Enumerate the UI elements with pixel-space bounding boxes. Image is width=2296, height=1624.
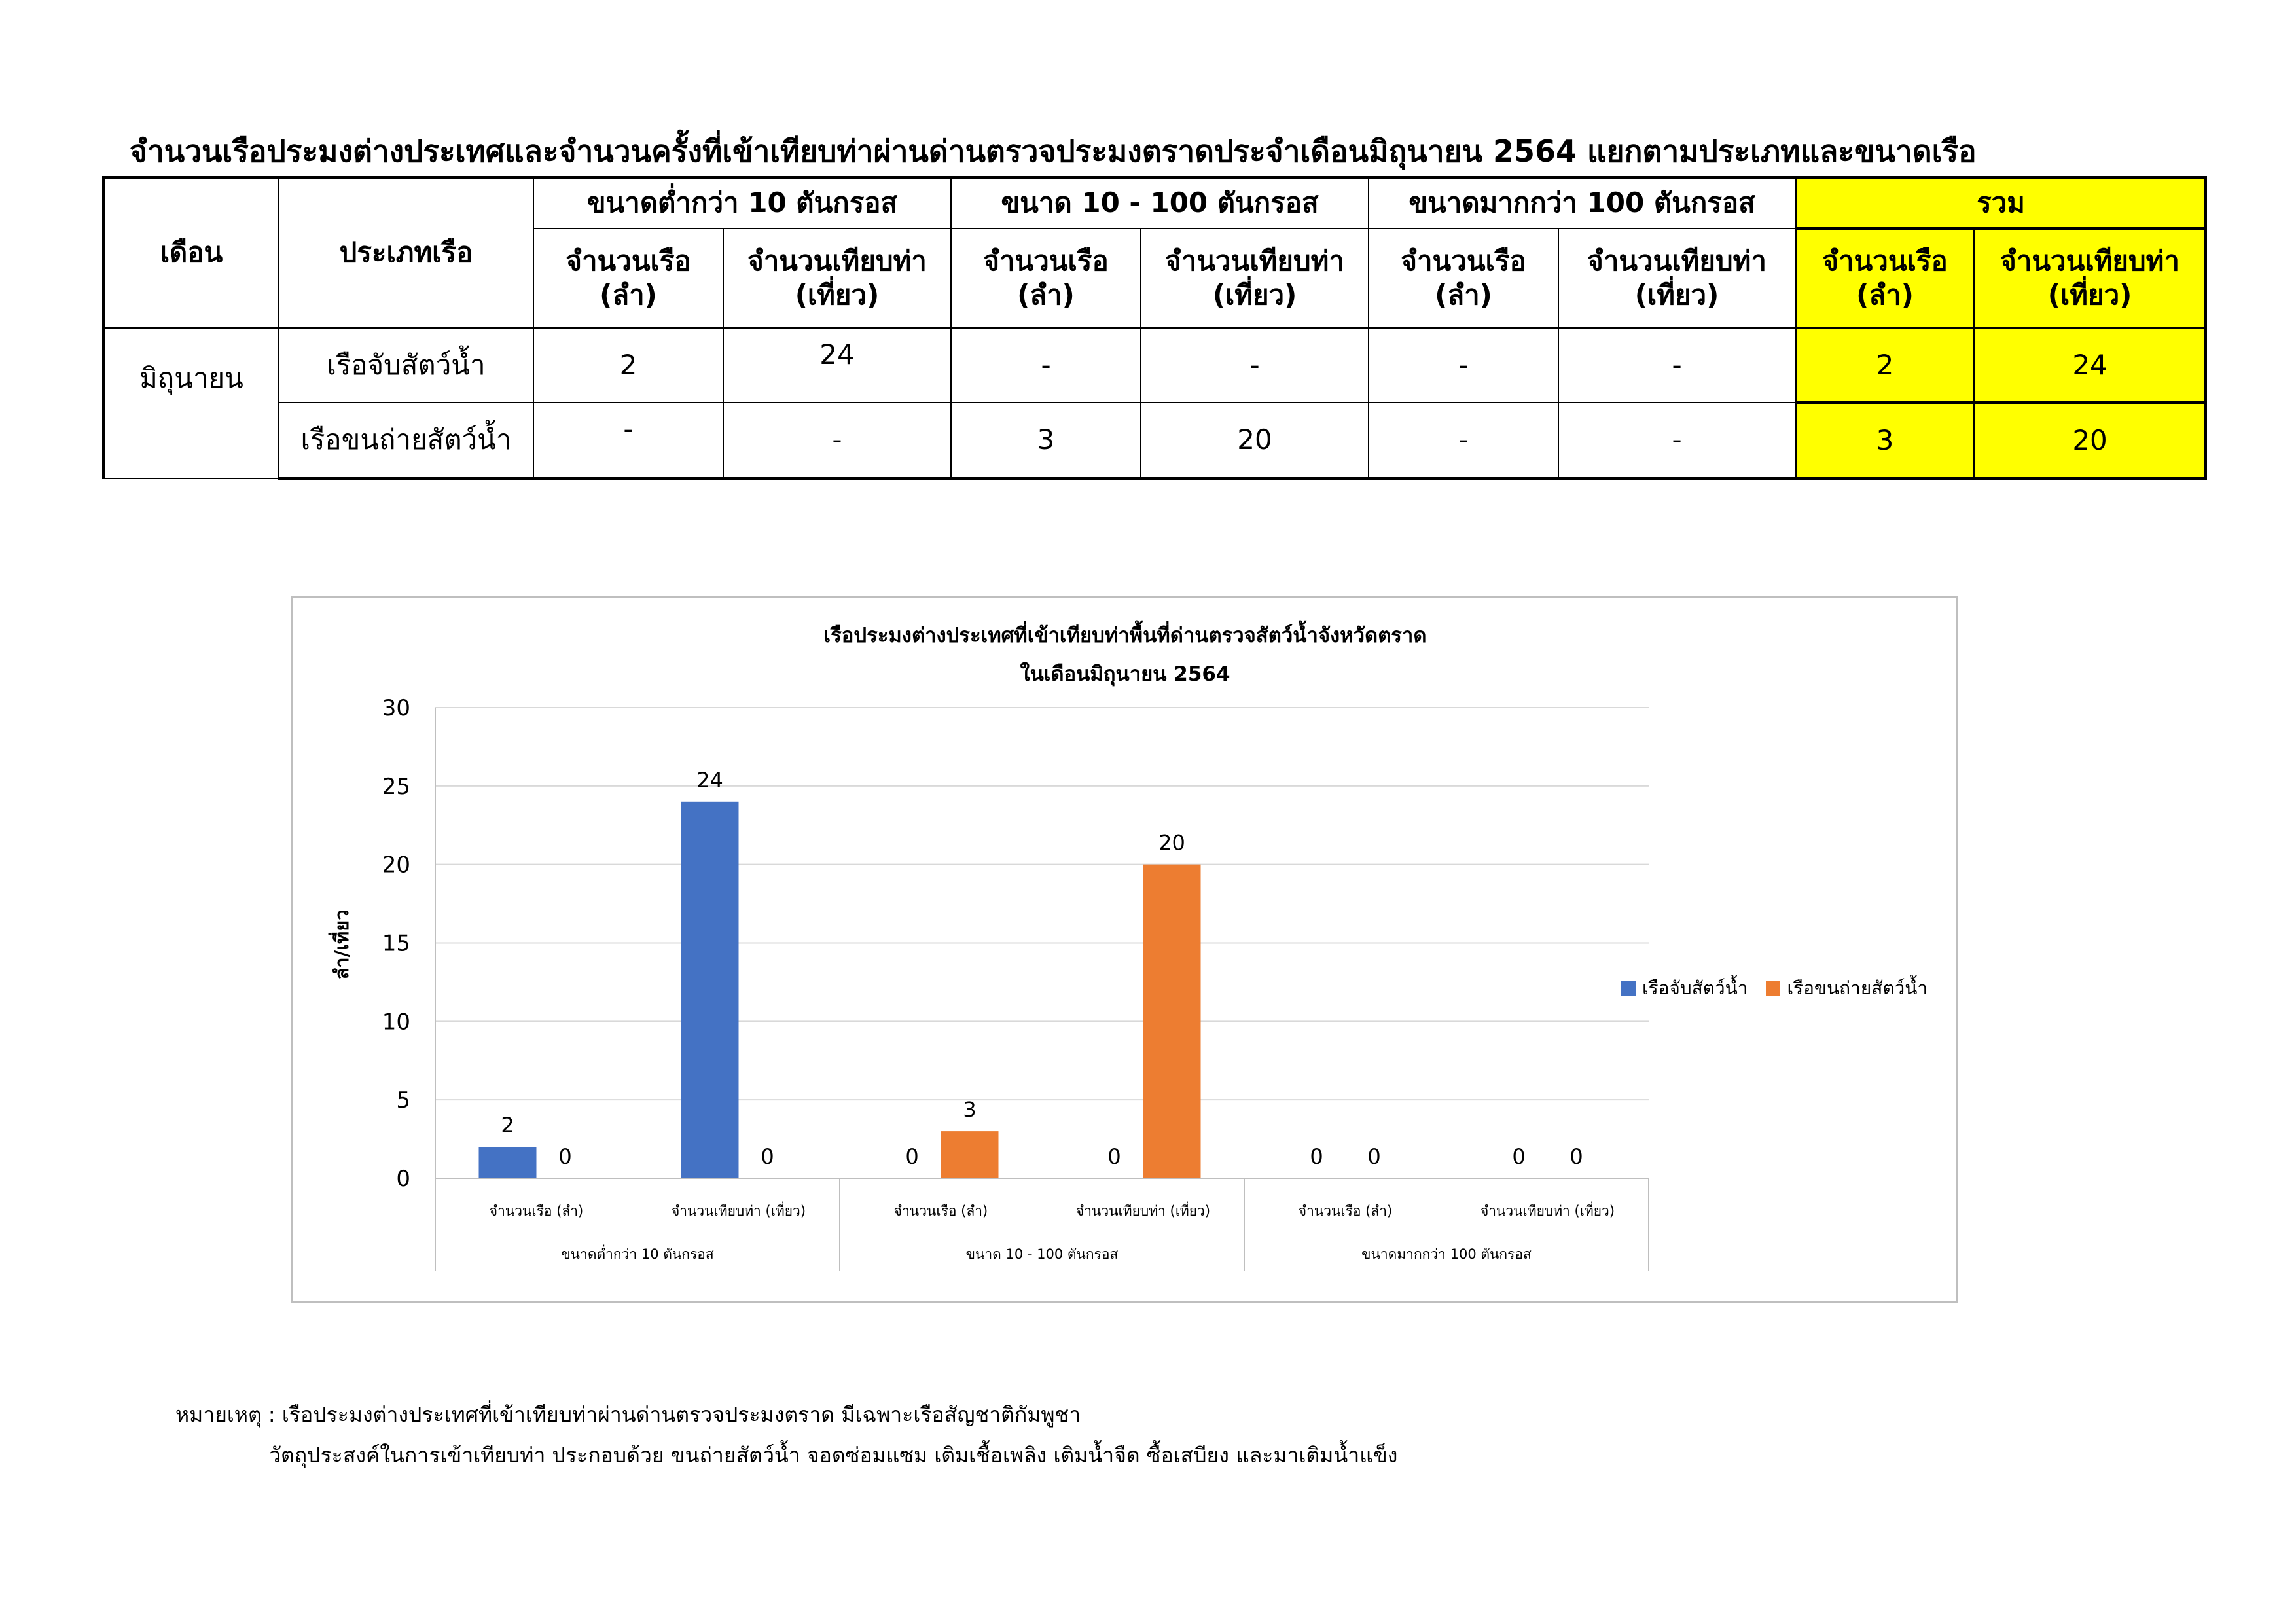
page-title: จำนวนเรือประมงต่างประเทศและจำนวนครั้งที่เข้าเทียบท่าผ่านด่านตรวจประมงตราดประจำเดือนมิถุนายน 2564 แยกตามประเภทและขนาดเรือ <box>130 134 1977 169</box>
data-label: 20 <box>1158 830 1185 856</box>
total-boats-cell: 2 <box>1796 328 1974 403</box>
y-tick-label: 0 <box>396 1166 410 1192</box>
group-label: ขนาดต่ำกว่า 10 ตันกรอส <box>561 1246 714 1262</box>
total-trips-cell: 24 <box>1974 328 2206 403</box>
header-group-total: รวม <box>1796 177 2206 228</box>
x-tick-label: จำนวนเรือ (ลำ) <box>1298 1203 1393 1219</box>
boat-type-cell: เรือจับสัตว์น้ำ <box>279 328 533 403</box>
bar <box>1143 865 1201 1178</box>
group-label: ขนาดมากกว่า 100 ตันกรอส <box>1361 1246 1532 1262</box>
header-boats-medium: จำนวนเรือ (ลำ) <box>951 228 1141 328</box>
legend-label: เรือขนถ่ายสัตว์น้ำ <box>1787 977 1928 999</box>
header-trips-total: จำนวนเทียบท่า (เที่ยว) <box>1974 228 2206 328</box>
data-label: 0 <box>905 1144 919 1169</box>
chart-legend <box>1621 974 1928 1003</box>
bar <box>681 802 739 1178</box>
total-trips-cell: 20 <box>1974 403 2206 478</box>
value-cell: - <box>951 328 1141 403</box>
value-cell: 3 <box>951 403 1141 478</box>
table-row <box>103 328 2206 403</box>
y-tick-label: 15 <box>382 930 410 957</box>
stats-table <box>102 176 2207 480</box>
y-tick-label: 20 <box>382 852 410 878</box>
y-tick-label: 10 <box>382 1009 410 1036</box>
footnote <box>175 1394 1397 1475</box>
x-tick-label: จำนวนเทียบท่า (เที่ยว) <box>1075 1203 1211 1219</box>
header-boats-large: จำนวนเรือ (ลำ) <box>1369 228 1558 328</box>
header-boats-total: จำนวนเรือ (ลำ) <box>1796 228 1974 328</box>
x-tick-label: จำนวนเรือ (ลำ) <box>489 1203 584 1219</box>
value-cell: 20 <box>1141 403 1369 478</box>
y-tick-label: 5 <box>396 1087 410 1114</box>
header-month: เดือน <box>103 177 279 328</box>
header-group-small: ขนาดต่ำกว่า 10 ตันกรอส <box>533 177 951 228</box>
value-cell: - <box>1141 328 1369 403</box>
value-cell: - <box>1558 328 1796 403</box>
legend-item <box>1766 974 1928 1003</box>
header-trips-medium: จำนวนเทียบท่า (เที่ยว) <box>1141 228 1369 328</box>
x-tick-label: จำนวนเรือ (ลำ) <box>893 1203 988 1219</box>
bar <box>479 1147 537 1178</box>
total-boats-cell: 3 <box>1796 403 1974 478</box>
data-label: 0 <box>1512 1144 1526 1169</box>
y-axis-label: ลำ/เที่ยว <box>331 909 353 980</box>
legend-item <box>1621 974 1748 1003</box>
header-group-large: ขนาดมากกว่า 100 ตันกรอส <box>1369 177 1796 228</box>
data-label: 0 <box>1570 1144 1583 1169</box>
data-label: 0 <box>1310 1144 1323 1169</box>
legend-swatch <box>1621 981 1636 996</box>
legend-label: เรือจับสัตว์น้ำ <box>1642 977 1748 999</box>
chart-svg <box>293 598 1960 1305</box>
header-group-medium: ขนาด 10 - 100 ตันกรอส <box>951 177 1369 228</box>
month-cell: มิถุนายน <box>103 328 279 478</box>
y-tick-label: 25 <box>382 773 410 800</box>
value-cell: 2 <box>533 328 723 403</box>
value-cell: - <box>1369 328 1558 403</box>
boat-type-cell: เรือขนถ่ายสัตว์น้ำ <box>279 403 533 478</box>
data-label: 24 <box>696 767 723 793</box>
x-tick-label: จำนวนเทียบท่า (เที่ยว) <box>671 1203 806 1219</box>
y-tick-label: 30 <box>382 695 410 721</box>
bar <box>941 1131 999 1178</box>
header-trips-small: จำนวนเทียบท่า (เที่ยว) <box>723 228 951 328</box>
value-cell: - <box>1558 403 1796 478</box>
chart-subtitle: ในเดือนมิถุนายน 2564 <box>1020 662 1230 686</box>
data-label: 0 <box>761 1144 774 1169</box>
bar-chart <box>291 596 1958 1303</box>
value-cell: - <box>723 403 951 478</box>
x-tick-label: จำนวนเทียบท่า (เที่ยว) <box>1480 1203 1615 1219</box>
value-cell: - <box>1369 403 1558 478</box>
value-cell: 24 <box>723 328 951 403</box>
legend-swatch <box>1766 981 1780 996</box>
table-row <box>103 403 2206 478</box>
header-boat-type: ประเภทเรือ <box>279 177 533 328</box>
header-boats-small: จำนวนเรือ (ลำ) <box>533 228 723 328</box>
data-label: 2 <box>501 1113 514 1138</box>
data-label: 0 <box>1367 1144 1381 1169</box>
header-trips-large: จำนวนเทียบท่า (เที่ยว) <box>1558 228 1796 328</box>
footnote-line: หมายเหตุ : เรือประมงต่างประเทศที่เข้าเทียบท่าผ่านด่านตรวจประมงตราด มีเฉพาะเรือสัญชาติกัมพูชา <box>175 1402 1081 1427</box>
value-cell: - <box>533 403 723 478</box>
footnote-line: วัตถุประสงค์ในการเข้าเทียบท่า ประกอบด้วย ขนถ่ายสัตว์น้ำ จอดซ่อมแซม เติมเชื้อเพลิง เติมน้ำจืด ซื้อเสบียง และมาเติมน้ำแข็ง <box>269 1443 1398 1468</box>
data-label: 3 <box>963 1097 977 1123</box>
group-label: ขนาด 10 - 100 ตันกรอส <box>965 1246 1119 1262</box>
chart-title: เรือประมงต่างประเทศที่เข้าเทียบท่าพื้นที่ด่านตรวจสัตว์น้ำจังหวัดตราด <box>823 624 1427 647</box>
data-label: 0 <box>558 1144 572 1169</box>
data-label: 0 <box>1107 1144 1121 1169</box>
